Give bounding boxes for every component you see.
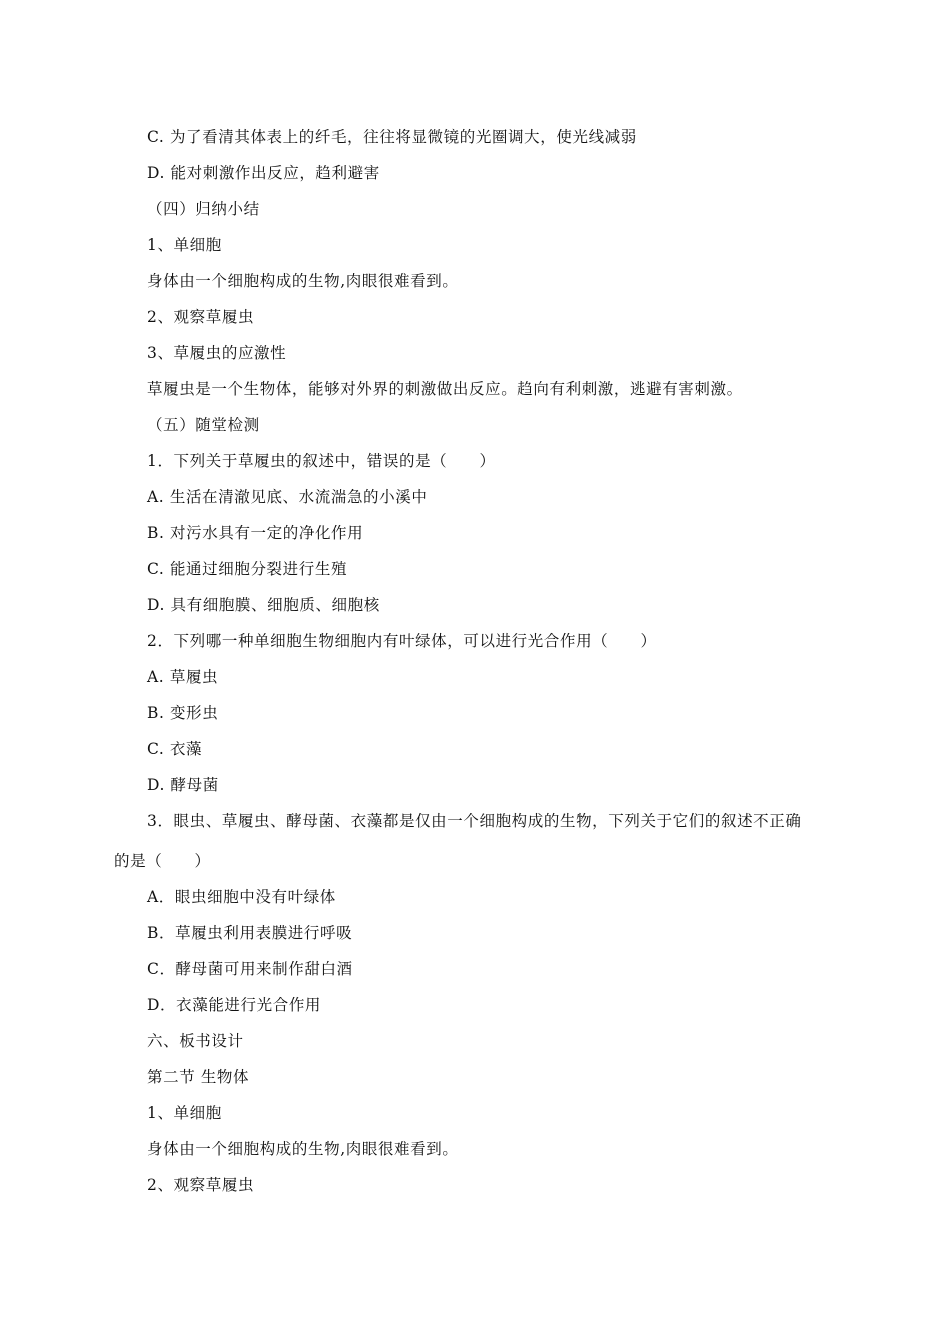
- board-text-1: 身体由一个细胞构成的生物,肉眼很难看到。: [147, 1140, 459, 1158]
- section-heading-board: 六、板书设计: [147, 1032, 244, 1050]
- question-1: 1．下列关于草履虫的叙述中，错误的是（ ）: [147, 452, 496, 470]
- option-d-stimulus: D. 能对刺激作出反应，趋利避害: [147, 164, 380, 182]
- board-item-2: 2、观察草履虫: [147, 1176, 255, 1194]
- q3-option-b: B．草履虫利用表膜进行呼吸: [147, 924, 353, 942]
- question-3-continued: 的是（ ）: [114, 852, 211, 870]
- option-c-cilia: C. 为了看清其体表上的纤毛，往往将显微镜的光圈调大，使光线减弱: [147, 128, 637, 146]
- q2-option-d: D. 酵母菌: [147, 776, 219, 794]
- summary-item-1: 1、单细胞: [147, 236, 222, 254]
- summary-item-2: 2、观察草履虫: [147, 308, 255, 326]
- q3-option-c: C．酵母菌可用来制作甜白酒: [147, 960, 353, 978]
- section-heading-summary: （四）归纳小结: [147, 200, 260, 218]
- q3-option-d: D．衣藻能进行光合作用: [147, 996, 322, 1014]
- summary-text-1: 身体由一个细胞构成的生物,肉眼很难看到。: [147, 272, 459, 290]
- q3-option-a: A．眼虫细胞中没有叶绿体: [147, 888, 336, 906]
- board-title: 第二节 生物体: [147, 1068, 250, 1086]
- q1-option-c: C. 能通过细胞分裂进行生殖: [147, 560, 348, 578]
- q2-option-a: A. 草履虫: [147, 668, 219, 686]
- section-heading-quiz: （五）随堂检测: [147, 416, 260, 434]
- q2-option-c: C. 衣藻: [147, 740, 203, 758]
- board-item-1: 1、单细胞: [147, 1104, 222, 1122]
- summary-item-3: 3、草履虫的应激性: [147, 344, 287, 362]
- question-2: 2．下列哪一种单细胞生物细胞内有叶绿体，可以进行光合作用（ ）: [147, 632, 657, 650]
- summary-text-3: 草履虫是一个生物体，能够对外界的刺激做出反应。趋向有利刺激，逃避有害刺激。: [147, 380, 743, 398]
- q1-option-a: A. 生活在清澈见底、水流湍急的小溪中: [147, 488, 428, 506]
- q2-option-b: B. 变形虫: [147, 704, 219, 722]
- question-3: 3．眼虫、草履虫、酵母菌、衣藻都是仅由一个细胞构成的生物，下列关于它们的叙述不正确: [147, 812, 802, 830]
- q1-option-b: B. 对污水具有一定的净化作用: [147, 524, 364, 542]
- q1-option-d: D. 具有细胞膜、细胞质、细胞核: [147, 596, 380, 614]
